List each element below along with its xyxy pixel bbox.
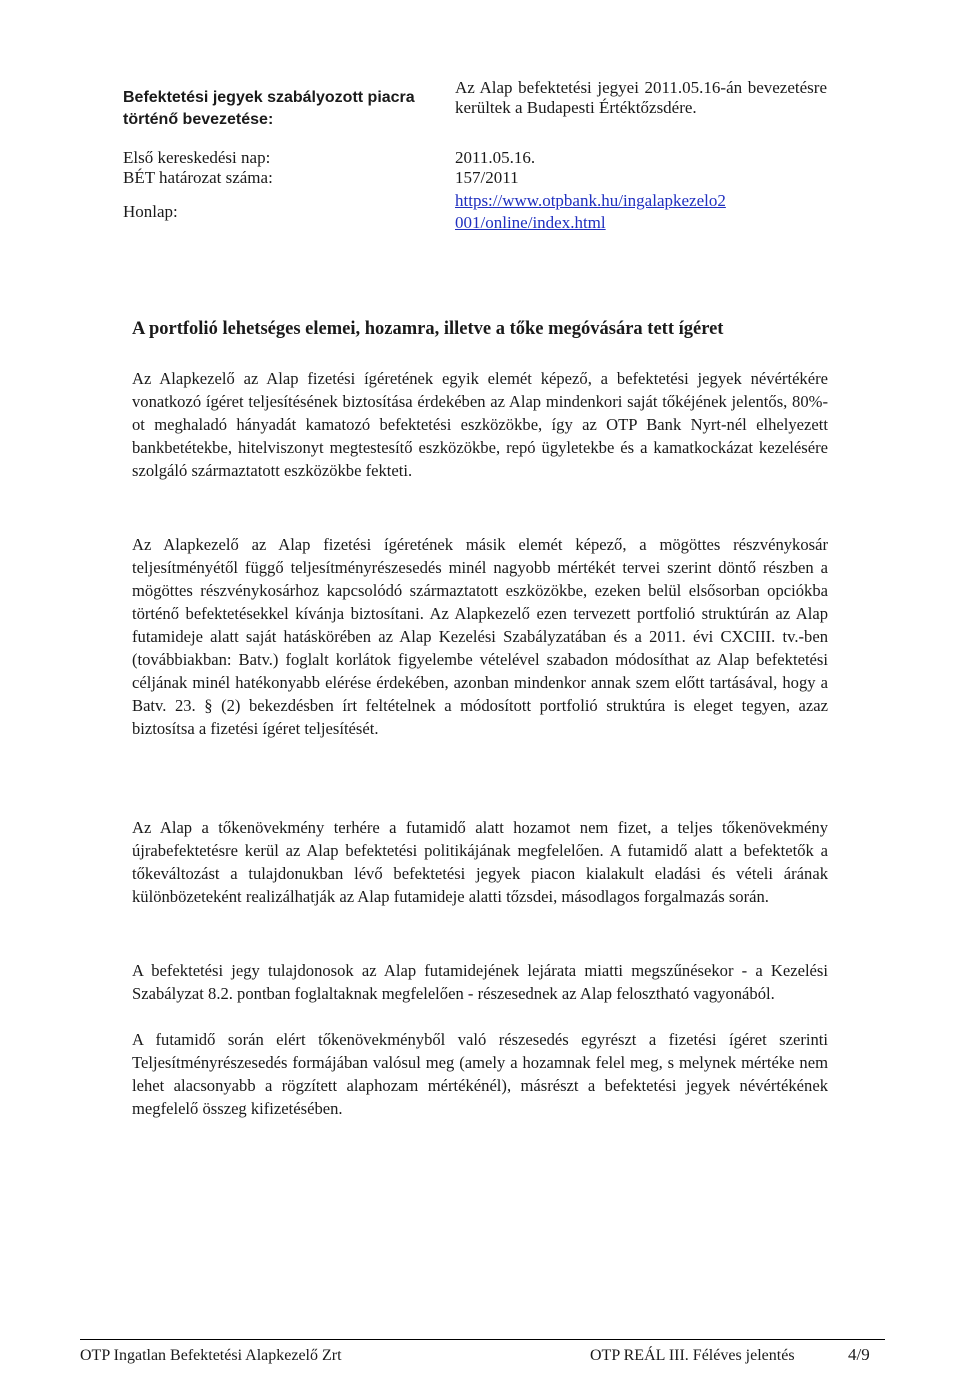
paragraph-5: A futamidő során elért tőkenövekményből való részesedés egyrészt a fizetési ígéret szerinti Teljesítményrészesedés formájában valósul meg (amely a hozamnak felel meg, s melynek mértéke nem lehet alacsonyabb a rögzített alaphozam mértékénél), másrészt a befektetési jegyek névértékének megfelelő összeg kifizetésében. xyxy=(132,1030,828,1118)
listing-label: Befektetési jegyek szabályozott piacra történő bevezetése: xyxy=(123,89,415,128)
paragraph-3: Az Alap a tőkenövekmény terhére a futamidő alatt hozamot nem fizet, a teljes tőkenövekmény újrabefektetésre kerül az Alap befektetési politikájának megfelelően. A futamidő alatt a befektetők a tőkeváltozást a tulajdonukban lévő befektetési jegyek piacon kialakult eladási és vételi árának különbözeteként realizálhatják az Alap futamideje alatti tőzsdei, másodlagos forgalmazás során. xyxy=(132,818,828,906)
homepage-label: Honlap: xyxy=(123,202,178,221)
homepage-link-line1[interactable]: https://www.otpbank.hu/ingalapkezelo2 xyxy=(455,191,726,210)
section-heading: A portfolió lehetséges elemei, hozamra, illetve a tőke megóvására tett ígéret xyxy=(132,319,724,339)
footer-divider xyxy=(80,1339,885,1340)
listing-value: Az Alap befektetési jegyei 2011.05.16-án bevezetésre kerültek a Budapesti Értéktőzsdére. xyxy=(455,78,827,117)
footer-company: OTP Ingatlan Befektetési Alapkezelő Zrt xyxy=(80,1347,342,1364)
bet-resolution-label: BÉT határozat száma: xyxy=(123,168,273,187)
paragraph-1: Az Alapkezelő az Alap fizetési ígéretének egyik elemét képező, a befektetési jegyek névértékére vonatkozó ígéret teljesítésének biztosítása érdekében az Alap mindenkori saját tőkéjének jelentős, 80%-ot meghaladó hányadát kamatozó befektetési eszközökbe, így az OTP Bank Nyrt-nél elhelyezett bankbetétekbe, hitelviszonyt megtestesítő eszközökbe, repó ügyletekbe és a kamatkockázat kezelésére szolgáló származtatott eszközökbe fekteti. xyxy=(132,369,828,480)
footer-report-title: OTP REÁL III. Féléves jelentés xyxy=(590,1347,795,1364)
paragraph-2: Az Alapkezelő az Alap fizetési ígéretének másik elemét képező, a mögöttes részvénykosár teljesítményétől függő teljesítményrészesedés minél nagyobb mértékét tervei szerint döntő részben a mögöttes részvénykosárhoz kapcsolódó származtatott eszközökbe, ezeken belül elsősorban opciókba történő befektetésekkel kívánja biztosítani. Az Alapkezelő ezen tervezett portfolió struktúrán az Alap futamideje alatt saját hatáskörében az Alap Kezelési Szabályzatában és a 2011. évi CXCIII. tv.-ben (továbbiakban: Batv.) foglalt korlátok figyelembe vételével szabadon módosíthat az Alap befektetési céljának minél hatékonyabb elérése érdekében, azonban mindenkor annak szem előtt tartásával, hogy a Batv. 23. § (2) bekezdésben írt feltételnek a módosított portfolió struktúra is eleget tegyen, azaz biztosítsa a fizetési ígéret teljesítését. xyxy=(132,535,828,738)
bet-resolution-value: 157/2011 xyxy=(455,168,519,187)
homepage-link-line2[interactable]: 001/online/index.html xyxy=(455,213,606,232)
footer-page-number: 4/9 xyxy=(848,1345,870,1364)
first-trading-label: Első kereskedési nap: xyxy=(123,148,271,167)
first-trading-value: 2011.05.16. xyxy=(455,148,536,167)
paragraph-4: A befektetési jegy tulajdonosok az Alap futamidejének lejárata miatti megszűnésekor - a Kezelési Szabályzat 8.2. pontban foglaltaknak megfelelően - részesednek az Alap felosztható vagyonából. xyxy=(132,961,828,1003)
